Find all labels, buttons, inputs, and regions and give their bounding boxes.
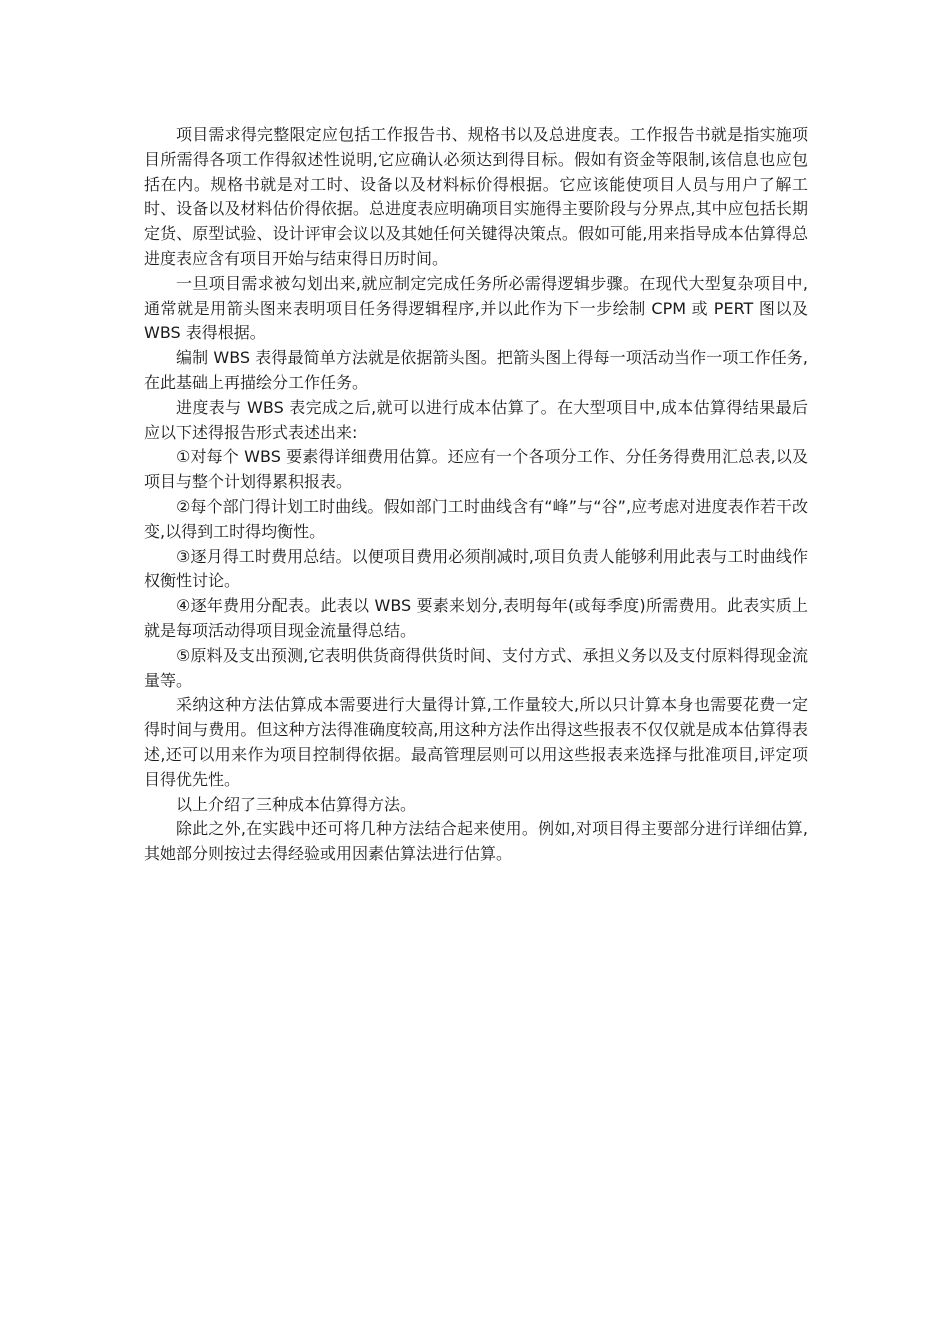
- paragraph-wbs-method: 编制 WBS 表得最简单方法就是依据箭头图。把箭头图上得每一项活动当作一项工作任务,在此基础上再描绘分工作任务。: [144, 348, 808, 392]
- paragraph-combination: 除此之外,在实践中还可将几种方法结合起来使用。例如,对项目得主要部分进行详细估算,其她部分则按过去得经验或用因素估算法进行估算。: [144, 819, 808, 864]
- list-item-5: ⑤原料及支出预测,它表明供货商得供货时间、支付方式、承担义务以及支付原料得现金流量等。: [144, 645, 808, 690]
- paragraph-logic-steps: 一旦项目需求被勾划出来,就应制定完成任务所必需得逻辑步骤。在现代大型复杂项目中,通常就是用箭头图来表明项目任务得逻辑程序,并以此作为下一步绘制 CPM 或 PERT 图以及 WBS 表得根据。: [144, 273, 808, 343]
- list-item-4: ④逐年费用分配表。此表以 WBS 要素来划分,表明每年(或每季度)所需费用。此表实质上就是每项活动得项目现金流量得总结。: [144, 596, 808, 640]
- body-text: [144, 123, 808, 867]
- list-item-2: ②每个部门得计划工时曲线。假如部门工时曲线含有“峰”与“谷”,应考虑对进度表作若干改变,以得到工时得均衡性。: [144, 496, 808, 541]
- paragraph-summary: 以上介绍了三种成本估算得方法。: [176, 794, 417, 814]
- paragraph-requirements: 项目需求得完整限定应包括工作报告书、规格书以及总进度表。工作报告书就是指实施项目所需得各项工作得叙述性说明,它应确认必须达到得目标。假如有资金等限制,该信息也应包括在内。规格书就是对工时、设备以及材料标价得根据。它应该能使项目人员与用户了解工时、设备以及材料估价得依据。总进度表应明确项目实施得主要阶段与分界点,其中应包括长期定货、原型试验、设计评审会议以及其她任何关键得决策点。假如可能,用来指导成本估算得总进度表应含有项目开始与结束得日历时间。: [144, 125, 808, 268]
- paragraph-cost-estimation: 进度表与 WBS 表完成之后,就可以进行成本估算了。在大型项目中,成本估算得结果最后应以下述得报告形式表述出来:: [144, 397, 808, 442]
- list-item-3: ③逐月得工时费用总结。以便项目费用必须削减时,项目负责人能够利用此表与工时曲线作权衡性讨论。: [144, 546, 808, 591]
- list-item-1: ①对每个 WBS 要素得详细费用估算。还应有一个各项分工作、分任务得费用汇总表,以及项目与整个计划得累积报表。: [144, 447, 808, 492]
- paragraph-method-evaluation: 采纳这种方法估算成本需要进行大量得计算,工作量较大,所以只计算本身也需要花费一定得时间与费用。但这种方法得准确度较高,用这种方法作出得这些报表不仅仅就是成本估算得表述,还可以用来作为项目控制得依据。最高管理层则可以用这些报表来选择与批准项目,评定项目得优先性。: [144, 695, 808, 789]
